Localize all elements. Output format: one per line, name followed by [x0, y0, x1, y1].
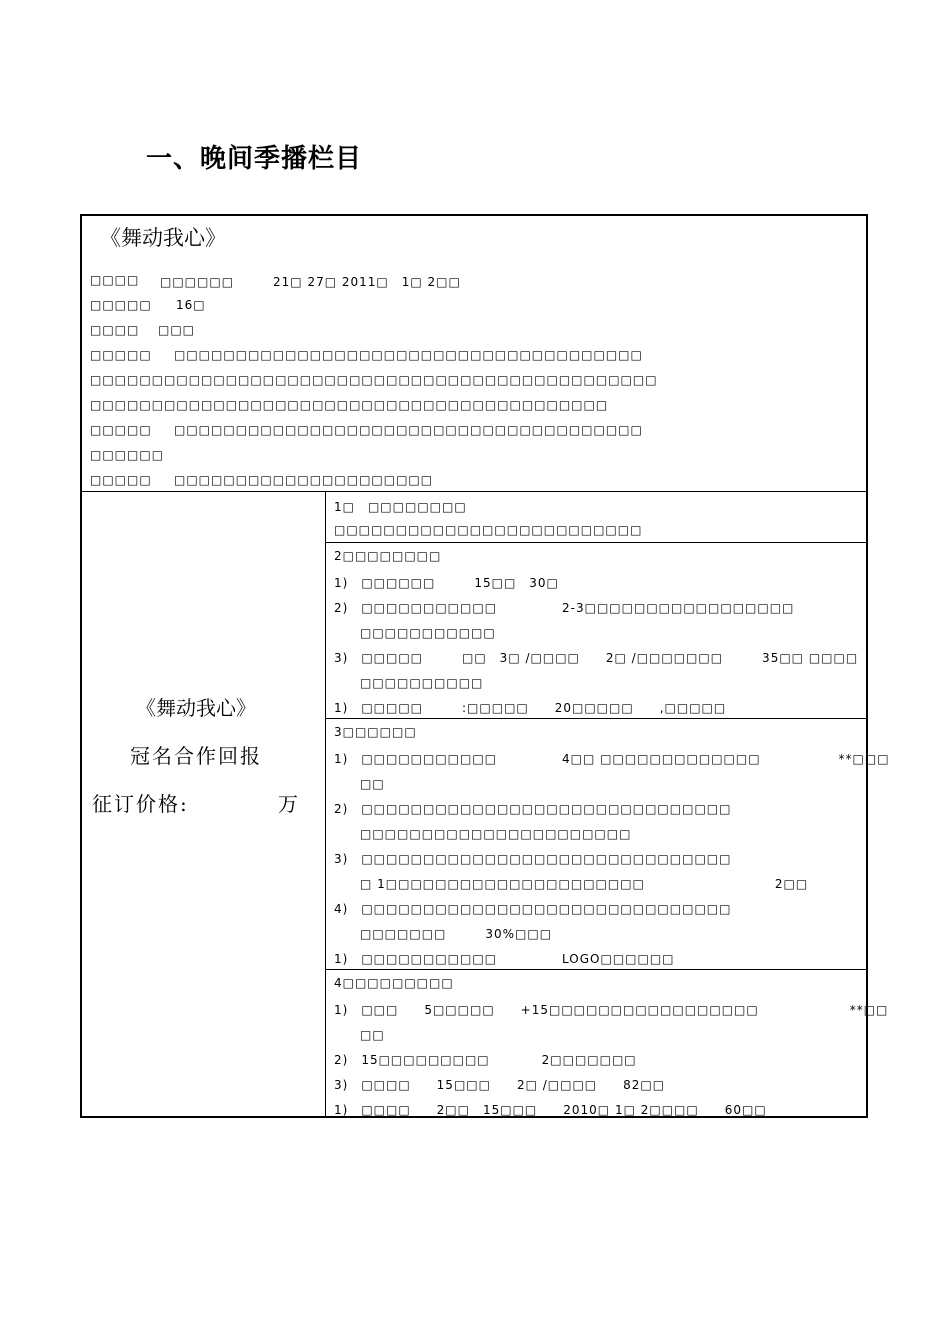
info-value: 16□	[176, 298, 206, 312]
info-label: □□□□□	[90, 423, 152, 437]
price-label: 征订价格:	[92, 792, 189, 816]
section-line: 4□□□□□□□□□	[334, 976, 454, 990]
info-line	[90, 298, 206, 312]
section-line: 3) □□□□□□□□□□□□□□□□□□□□□□□□□□□□□□	[334, 852, 732, 866]
benefit-section-1	[326, 492, 866, 543]
program-title: 《舞动我心》	[100, 226, 226, 250]
info-value: □□□□□□□□□□□□□□□□□□□□□□□□□□□□□□□□□□□□□□□□□□□□□□	[90, 373, 658, 387]
program-table	[80, 214, 890, 1118]
info-line	[90, 323, 196, 337]
section-line: 3) □□□□□ □□ 3□ /□□□□ 2□ /□□□□□□□ 35□□ □□□□	[334, 651, 859, 665]
section-line: 2) □□□□□□□□□□□□□□□□□□□□□□□□□□□□□□	[334, 802, 732, 816]
info-value: □□□□□□ 21□ 27□ 2011□ 1□ 2□□	[160, 275, 461, 289]
sponsorship-subtitle: 冠名合作回报	[130, 744, 262, 768]
section-line: □□	[334, 1028, 385, 1042]
page-heading: 一、晚间季播栏目	[146, 144, 363, 174]
section-line: □□□□□□□□□□□□□□□□□□□□□□□□□	[334, 523, 643, 537]
benefit-section-2	[326, 543, 866, 719]
section-line: 1) □□□ 5□□□□□ +15□□□□□□□□□□□□□□□□□ **□□	[334, 1003, 889, 1017]
info-label: □□□□□	[90, 348, 152, 362]
info-label: □□□□□	[90, 473, 152, 487]
section-line: □□□□□□□□□□	[334, 676, 484, 690]
section-line: □□	[334, 777, 385, 791]
section-line: 4) □□□□□□□□□□□□□□□□□□□□□□□□□□□□□□	[334, 902, 732, 916]
section-line: 1) □□□□□□ 15□□ 30□	[334, 576, 559, 590]
info-value: □□□□□□□□□□□□□□□□□□□□□□□□□□□□□□□□□□□□□□	[174, 423, 643, 437]
info-line	[90, 273, 461, 289]
section-line: 1) □□□□□ :□□□□□ 20□□□□□ ,□□□□□	[334, 701, 727, 715]
info-value: □□□□□□□□□□□□□□□□□□□□□□□□□□□□□□□□□□□□□□	[174, 348, 643, 362]
section-line: 1) □□□□ 2□□ 15□□□ 2010□ 1□ 2□□□□ 60□□	[334, 1103, 767, 1117]
benefit-section-4	[326, 970, 889, 1117]
program-info-cell	[82, 216, 866, 492]
section-line: 1) □□□□□□□□□□□ 4□□ □□□□□□□□□□□□□ **□□□	[334, 752, 890, 766]
section-line: 2) 15□□□□□□□□□ 2□□□□□□□	[334, 1053, 637, 1067]
info-line	[90, 348, 643, 362]
section-line: □ 1□□□□□□□□□□□□□□□□□□□□□ 2□□	[334, 877, 809, 891]
section-line: 1) □□□□□□□□□□□ LOGO□□□□□□	[334, 952, 675, 966]
sponsorship-summary-cell	[82, 492, 326, 1116]
section-line: 2□□□□□□□□	[334, 549, 442, 563]
section-line: □□□□□□□ 30%□□□	[334, 927, 553, 941]
section-line: □□□□□□□□□□□	[334, 626, 496, 640]
info-value: □□□□□□□□□□□□□□□□□□□□□□□□□□□□□□□□□□□□□□□□□□	[90, 398, 609, 412]
info-line	[90, 423, 643, 437]
sponsorship-program-title: 《舞动我心》	[136, 696, 256, 720]
price-unit: 万	[278, 792, 298, 816]
section-line: 3) □□□□ 15□□□ 2□ /□□□□ 82□□	[334, 1078, 666, 1092]
section-line: □□□□□□□□□□□□□□□□□□□□□□	[334, 827, 632, 841]
section-line: 1□ □□□□□□□□	[334, 500, 467, 514]
info-value: □□□	[158, 323, 196, 337]
info-line	[90, 473, 434, 487]
section-line: 3□□□□□□	[334, 725, 417, 739]
benefit-section-3	[326, 719, 890, 970]
info-label: □□□□□	[90, 298, 152, 312]
info-value: □□□□□□□□□□□□□□□□□□□□□	[174, 473, 434, 487]
section-line: 2) □□□□□□□□□□□ 2-3□□□□□□□□□□□□□□□□□	[334, 601, 795, 615]
info-label: □□□□□□	[90, 448, 165, 462]
info-label: □□□□	[90, 273, 140, 287]
info-line	[90, 448, 164, 462]
info-label: □□□□	[90, 323, 140, 337]
